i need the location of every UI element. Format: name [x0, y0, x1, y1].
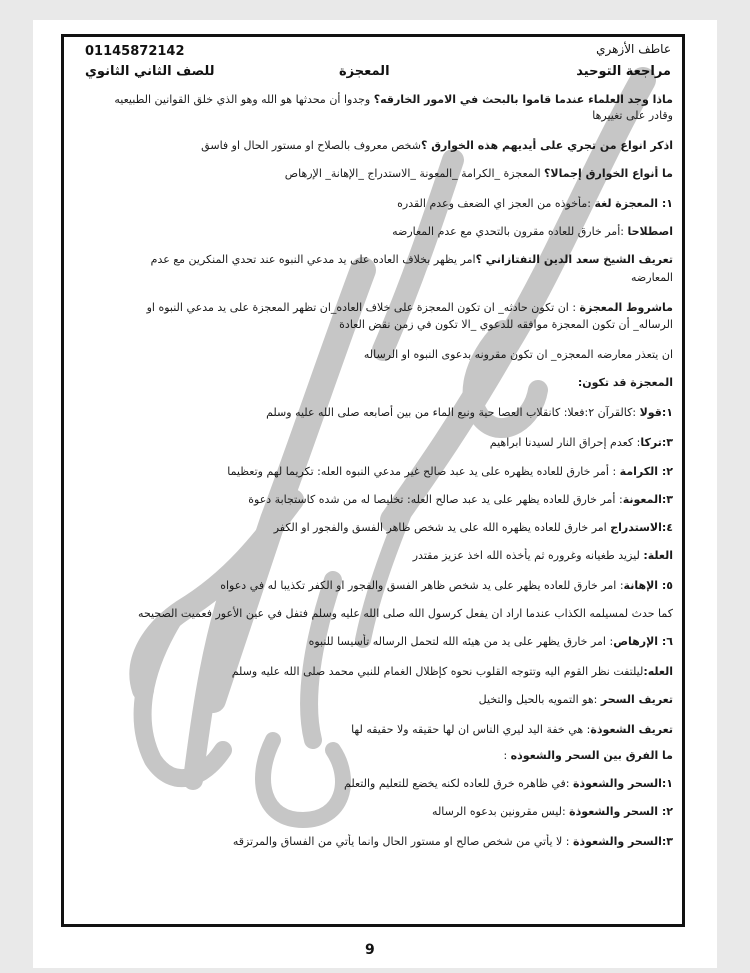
text-line [77, 464, 673, 479]
line-text: :في ظاهره خرق للعاده لكنه يخضع للتعليم والتعلم [344, 777, 573, 790]
topic-title: المعجزة [339, 64, 390, 79]
line-text: ليزيد طغيانه وغروره ثم يأخذه الله اخذ عزيز مقتدر [412, 549, 644, 562]
text-line [77, 405, 673, 420]
line-heading: ٢: السحر والشعوذة [569, 805, 673, 818]
text-line [77, 492, 673, 507]
line-heading: ٣:المعونة [622, 493, 673, 506]
line-heading: تعريف الشعوذة [590, 723, 673, 736]
line-heading: اصطلاحا [627, 225, 673, 238]
text-line [77, 317, 673, 332]
text-line [77, 834, 673, 849]
author-name: عاطف الأزهري [596, 42, 671, 56]
line-text: :مأخوذه من العجز اي الضعف وعدم القدره [397, 197, 595, 210]
line-text: :هو التمويه بالحيل والتخيل [478, 693, 601, 706]
line-text: : امر خارق للعاده يظهر على يد شخص ظاهر الفسق والفجور او الكفر تكذيبا له في دعواه [220, 579, 624, 592]
line-text: شخص معروف بالصلاح او مستور الحال او فاسق [201, 139, 421, 152]
line-text: ان يتعذر معارضه المعجزه_ ان تكون مقرونه بدعوى النبوه او الرساله [363, 348, 673, 361]
text-line [77, 375, 673, 390]
line-heading: ماذا وجد العلماء عندما قاموا بالبحث في الامور الخارقه؟ [373, 93, 673, 106]
line-text: امر يظهر بخلاف العاده على يد مدعي النبوه عند تحدي المنكرين مع عدم [150, 253, 476, 266]
line-text: الرساله_ أن تكون المعجزة موافقه للدعوي _الا تكون في زمن نقض العادة [339, 318, 673, 331]
subject-title: مراجعة التوحيد [576, 64, 671, 79]
line-heading: ٢: الكرامة [619, 465, 673, 478]
line-heading: اذكر انواع من تجري على أيديهم هذه الخوارق ؟ [421, 139, 673, 152]
line-text: : هي خفة اليد ليري الناس ان لها حقيقه ولا حقيقه لها [351, 723, 591, 736]
line-text: :أمر خارق للعاده مقرون بالتحدي مع عدم المعارضه [392, 225, 628, 238]
line-text: : كعدم إحراق النار لسيدنا ابراهيم [489, 436, 641, 449]
text-line [77, 252, 673, 267]
text-line [77, 634, 673, 649]
line-heading: ٥: الإهانة [623, 579, 673, 592]
line-heading: ما الفرق بين السحر والشعوذه [510, 749, 673, 762]
text-line [77, 548, 673, 563]
line-heading: ٤:الاستدراج [610, 521, 673, 534]
line-heading: ١: المعجزة لغة [594, 197, 673, 210]
text-line [77, 804, 673, 819]
line-text: : أمر خارق للعاده يظهر على يد عبد صالح العله: تخليصا له من شده كاستجابة دعوة [248, 493, 623, 506]
line-text: :ليس مقرونين بدعوه الرساله [432, 805, 570, 818]
page-number: 9 [365, 942, 375, 958]
text-line [77, 606, 673, 621]
line-text: : لا يأتي من شخص صالح او مستور الحال وانما يأتي من الفساق والمرتزقه [232, 835, 573, 848]
text-line [77, 520, 673, 535]
text-line [77, 722, 673, 737]
line-heading: ٣:تركا [640, 436, 673, 449]
line-heading: العلة: [643, 549, 673, 562]
line-text: المعارضه [631, 271, 673, 284]
text-line [77, 435, 673, 450]
line-heading: تعريف السحر [600, 693, 673, 706]
line-heading: المعجزة قد تكون: [577, 376, 673, 389]
line-text: : امر خارق يظهر على يد من هيئه الله لتحمل الرساله تأسيسا للنبوه [308, 635, 614, 648]
line-text: المعجزة _الكرامة _المعونة _الاستدراج _الإهانة_ الإرهاص [284, 167, 545, 180]
text-line [77, 664, 673, 679]
text-line [77, 748, 673, 763]
phone-number: 01145872142 [85, 44, 185, 59]
line-text: وجدوا أن محدثها هو الله وهو الذي خلق القوانين الطبيعيه [114, 93, 374, 106]
text-line [77, 196, 673, 211]
line-heading: ما أنواع الخوارق إجمالا؟ [544, 167, 673, 180]
text-line [77, 166, 673, 181]
text-line [77, 224, 673, 239]
line-text: امر خارق للعاده يظهره الله على يد شخص ظاهر الفسق والفجور او الكفر [273, 521, 611, 534]
line-text: وقادر على تغييرها [592, 109, 673, 122]
line-heading: ماشروط المعجزة [579, 301, 673, 314]
text-line [77, 692, 673, 707]
line-text: : ان تكون حادثه_ ان تكون المعجزة على خلاف العاده_ان تظهر المعجزة على يد مدعي النبوه او [146, 301, 580, 314]
text-line [77, 578, 673, 593]
line-heading: ٦: الإرهاص [613, 635, 673, 648]
line-heading: تعريف الشيخ سعد الدين التفتازاني ؟ [475, 253, 673, 266]
text-line [77, 138, 673, 153]
line-text: ليلتفت نظر القوم اليه وتتوجه القلوب نحوه كإظلال الغمام للنبي محمد صلى الله عليه وسلم [231, 665, 644, 678]
line-heading: العله: [643, 665, 673, 678]
text-line [77, 776, 673, 791]
line-text: : [503, 749, 511, 762]
line-heading: ١:السحر والشعوذة [573, 777, 673, 790]
line-heading: ١:قولا [639, 406, 673, 419]
document-page [33, 20, 717, 968]
grade-label: للصف الثاني الثانوي [85, 64, 215, 79]
line-heading: ٣:السحر والشعوذة [573, 835, 673, 848]
line-text: : أمر خارق للعاده يظهره على يد عبد صالح غير مدعي النبوه العله: تكريما لهم وتعظيما [227, 465, 620, 478]
text-line [77, 270, 673, 285]
text-line [77, 108, 673, 123]
line-text: :كالقرآن ٢:فعلا: كانقلاب العصا حية ونبع الماء من بين أصابعه صلى الله عليه وسلم [266, 406, 640, 419]
text-line [77, 347, 673, 362]
text-line [77, 92, 673, 107]
line-text: كما حدث لمسيلمه الكذاب عندما اراد ان يفعل كرسول الله صلى الله عليه وسلم فتفل في عين الأعور فعميت الصحيحه [138, 607, 673, 620]
text-line [77, 300, 673, 315]
